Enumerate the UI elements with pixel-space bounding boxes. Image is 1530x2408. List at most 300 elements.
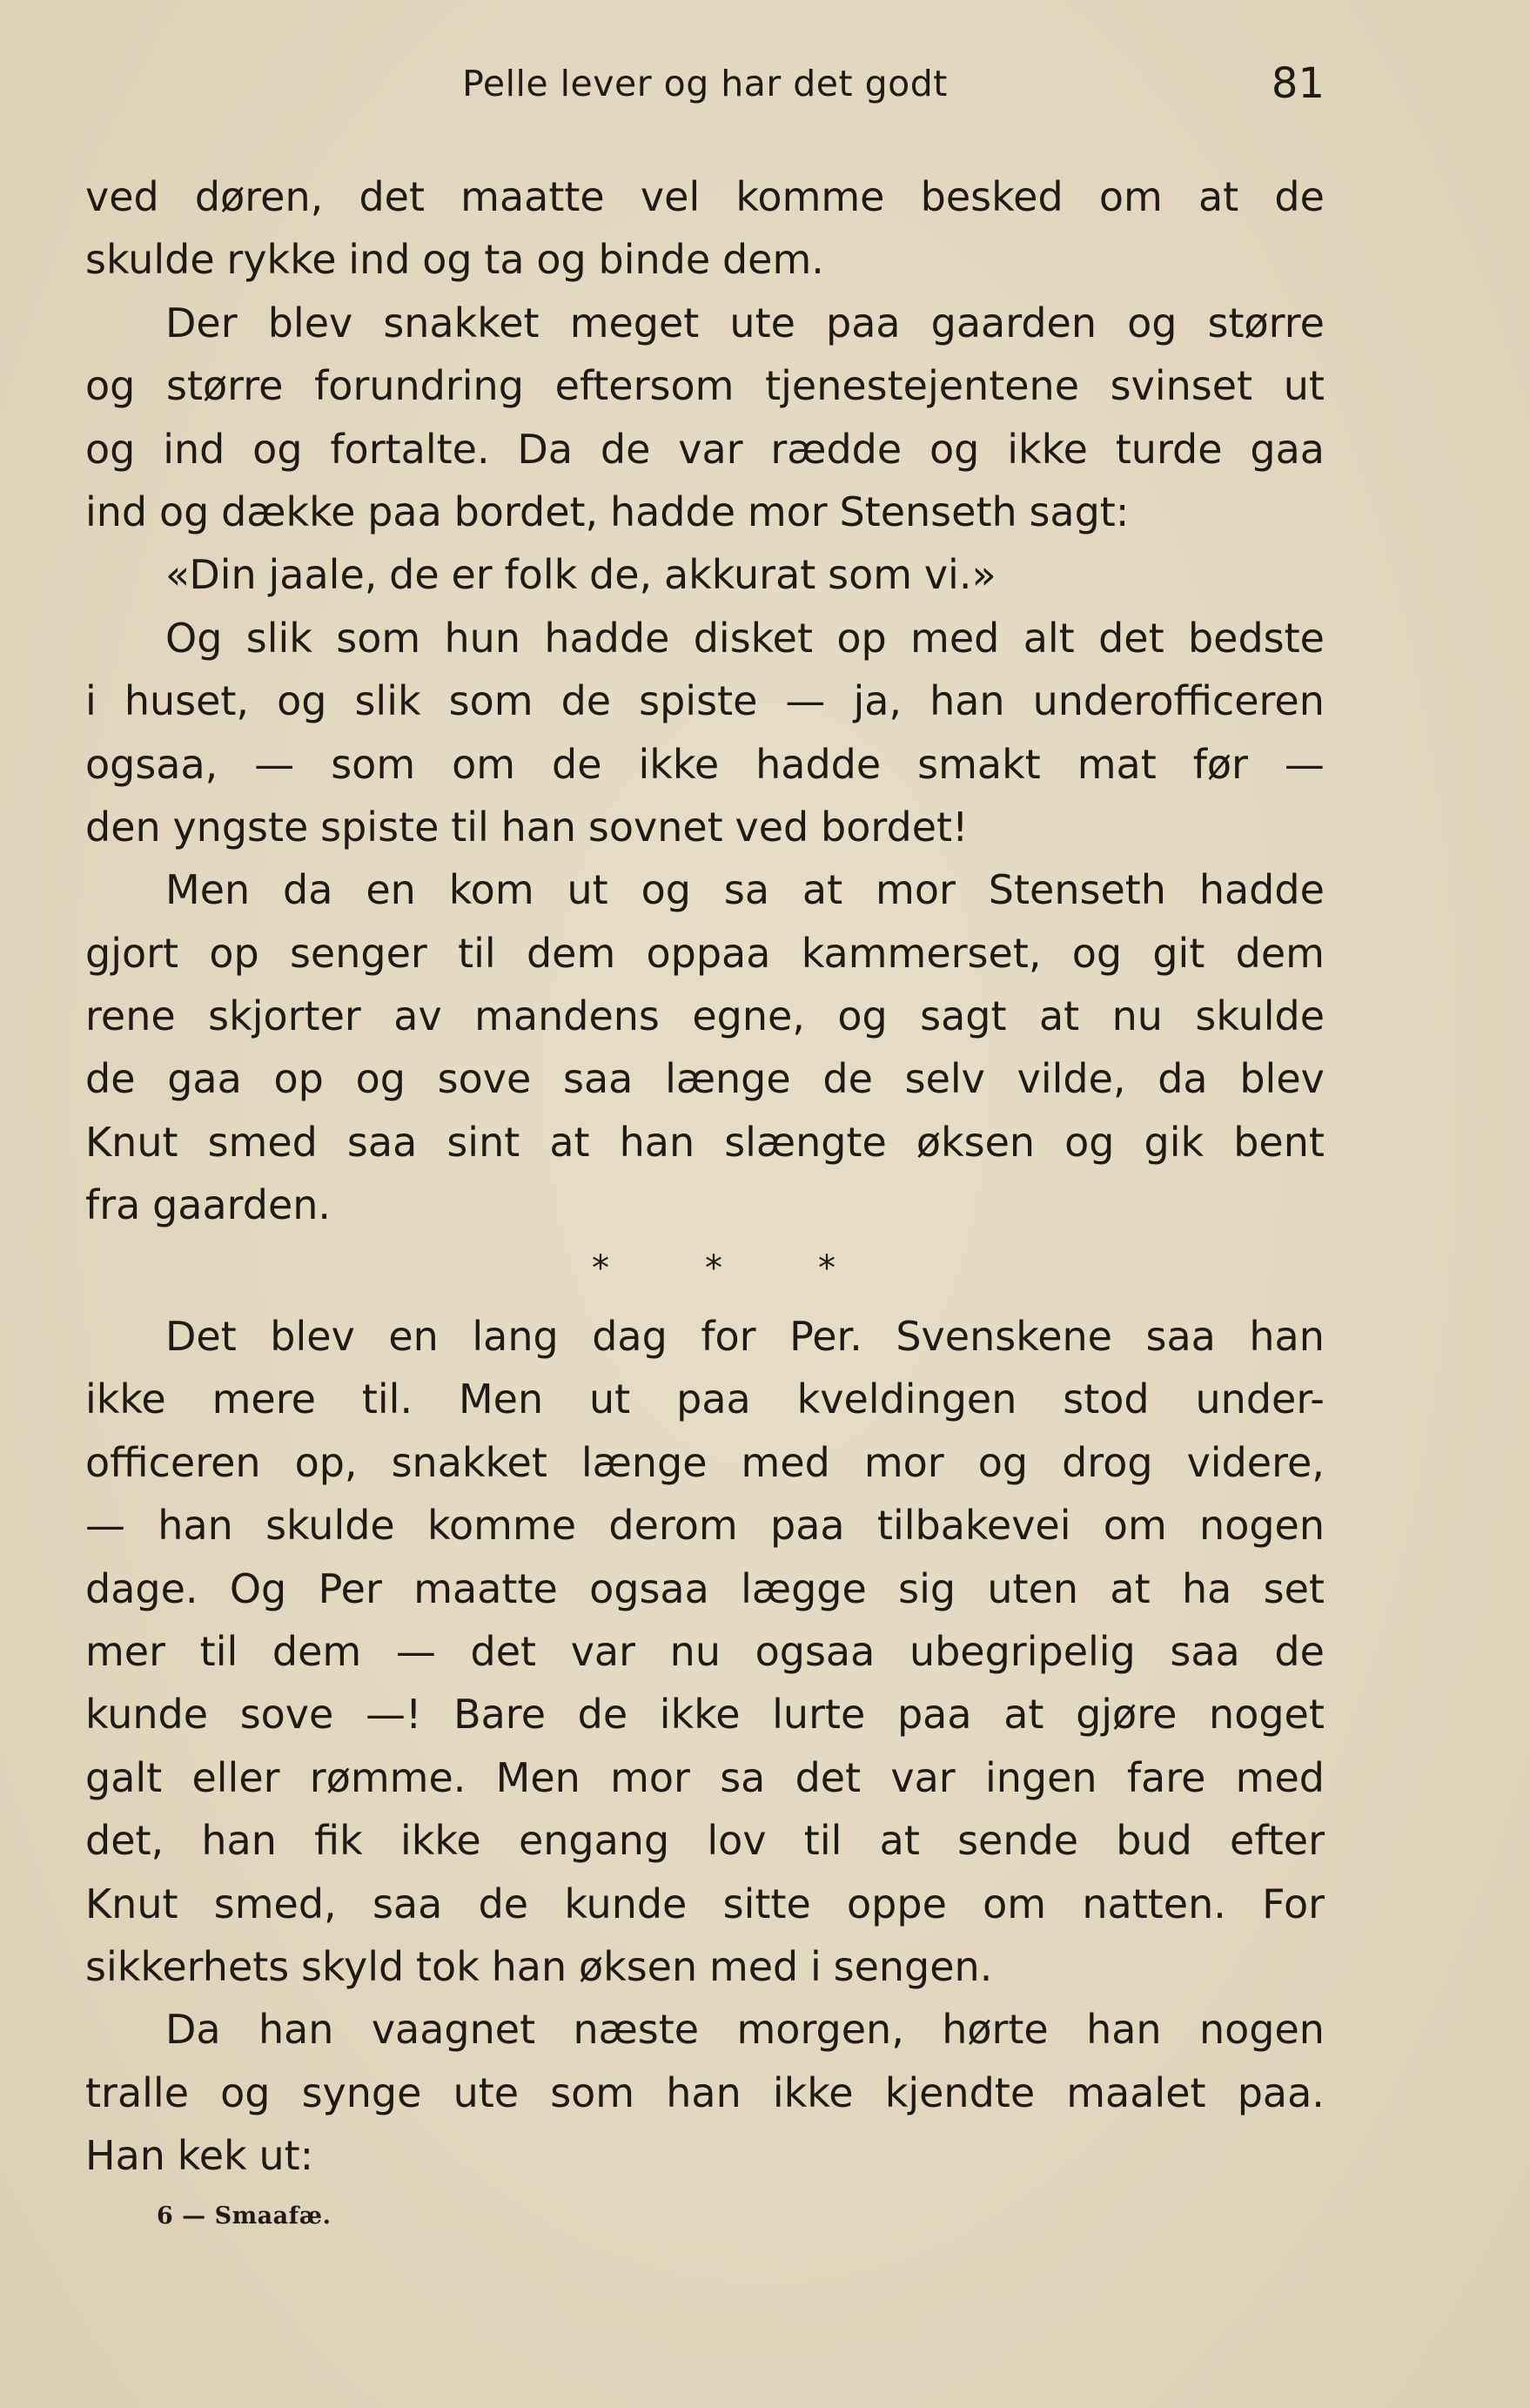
text-line: [85, 1746, 1325, 1809]
word: de: [1274, 173, 1325, 220]
word: Men: [165, 866, 251, 914]
word: slængte: [724, 1118, 887, 1166]
word: med: [741, 1438, 830, 1486]
word: ute: [729, 299, 795, 346]
word: han: [1249, 1313, 1325, 1361]
word: en: [366, 866, 416, 914]
text-line: [85, 1620, 1325, 1683]
word: sa: [723, 866, 770, 914]
word: og: [252, 425, 303, 473]
text-line: [85, 1305, 1325, 1368]
word: Der: [165, 299, 238, 346]
word: jaale,: [268, 551, 378, 599]
word: til: [803, 1817, 842, 1865]
word: Per.: [789, 1313, 862, 1361]
word: og: [355, 1055, 406, 1103]
word: dække: [221, 488, 356, 535]
word: officeren: [85, 1438, 261, 1486]
text-line: [85, 543, 1325, 606]
word: tjenestejentene: [765, 362, 1079, 410]
word: Knut: [85, 1118, 178, 1166]
word: med: [910, 614, 1000, 662]
word: gaarden.: [152, 1181, 332, 1229]
word: da: [283, 866, 333, 914]
word: han: [201, 1817, 277, 1865]
word: sovnet: [587, 803, 723, 851]
word: sagt: [920, 992, 1007, 1040]
word: gaa: [167, 1055, 242, 1103]
word: ta: [484, 236, 525, 284]
word: saa: [372, 1880, 443, 1927]
word: dage.: [85, 1564, 198, 1612]
word: han: [500, 803, 577, 851]
word: sint: [446, 1118, 520, 1166]
word: noget: [1209, 1691, 1325, 1739]
word: maatte: [413, 1564, 558, 1612]
word: øksen: [578, 1942, 698, 1990]
word: paa: [676, 1376, 751, 1423]
word: fik: [314, 1817, 363, 1865]
word: som: [828, 551, 913, 599]
word: hadde: [609, 488, 736, 535]
word: dem: [526, 929, 616, 977]
word: de: [478, 1880, 529, 1927]
word: med: [1235, 1753, 1325, 1801]
word: ha: [1181, 1564, 1232, 1612]
text-line: [85, 669, 1325, 732]
word: ikke: [400, 1817, 481, 1865]
word: og: [220, 2068, 271, 2116]
word: sikkerhets: [85, 1942, 290, 1990]
word: de: [389, 551, 440, 599]
text-line: [85, 985, 1325, 1047]
word: at: [549, 1118, 590, 1166]
word: om: [983, 1880, 1047, 1927]
word: kjendte: [884, 2068, 1036, 2116]
word: bedste: [1187, 614, 1325, 662]
word: selv: [904, 1055, 985, 1103]
word: derom: [608, 1502, 738, 1550]
word: blev: [1239, 1055, 1325, 1103]
word: gaarden: [930, 299, 1097, 346]
text-line: [85, 733, 1325, 796]
word: For: [1262, 1880, 1325, 1927]
word: var: [678, 425, 743, 473]
word: —: [1284, 740, 1325, 788]
word: med: [708, 1942, 799, 1990]
word: mor: [863, 1438, 944, 1486]
word: det: [470, 1627, 537, 1675]
word: set: [1263, 1564, 1325, 1612]
word: tralle: [85, 2068, 189, 2116]
word: —: [785, 677, 826, 725]
word: op: [836, 614, 887, 662]
word: i: [810, 1942, 822, 1990]
word: at: [1110, 1564, 1151, 1612]
word: lang: [472, 1313, 559, 1361]
section-break: [85, 1237, 1325, 1300]
word: rykke: [226, 236, 337, 284]
word: nu: [1111, 992, 1163, 1040]
word: dem: [272, 1627, 362, 1675]
word: kek: [177, 2132, 247, 2180]
word: efter: [1230, 1817, 1325, 1865]
word: sitte: [722, 1880, 811, 1927]
word: kveldingen: [796, 1376, 1017, 1423]
text-line: [85, 1683, 1325, 1745]
page-header: [85, 59, 1325, 124]
word: at: [1003, 1691, 1044, 1739]
word: kunde: [564, 1880, 688, 1927]
text-line: [85, 354, 1325, 417]
word: og: [85, 425, 136, 473]
word: egne,: [692, 992, 805, 1040]
text-line: [85, 858, 1325, 921]
word: fra: [85, 1181, 141, 1229]
word: under-: [1195, 1376, 1325, 1423]
word: Bare: [453, 1691, 547, 1739]
word: at: [1198, 173, 1239, 220]
word: sengen.: [833, 1942, 993, 1990]
word: og: [641, 866, 691, 914]
word: tilbakevei: [876, 1502, 1071, 1550]
text-line: [85, 1047, 1325, 1110]
word: dem: [1235, 929, 1325, 977]
word: hadde: [755, 740, 882, 788]
word: smed: [207, 1118, 318, 1166]
word: mat: [1077, 740, 1157, 788]
word: ikke: [1007, 425, 1088, 473]
word: han: [491, 1942, 567, 1990]
word: at: [879, 1817, 920, 1865]
word: snakket: [383, 299, 540, 346]
word: var: [890, 1753, 956, 1801]
word: Stenseth: [988, 866, 1166, 914]
word: kammerset,: [801, 929, 1042, 977]
word: alt: [1023, 614, 1075, 662]
word: akkurat: [663, 551, 816, 599]
text-line: [85, 2124, 1325, 2187]
word: større: [1207, 299, 1325, 346]
word: skjorter: [208, 992, 361, 1040]
word: disket: [693, 614, 814, 662]
word: —: [395, 1627, 436, 1675]
word: spiste: [639, 677, 758, 725]
word: ikke: [659, 1691, 741, 1739]
word: hun: [444, 614, 520, 662]
word: større: [166, 362, 284, 410]
word: meget: [569, 299, 700, 346]
word: binde: [598, 236, 711, 284]
word: paa: [826, 299, 901, 346]
text-line: [85, 1111, 1325, 1174]
word: sende: [957, 1817, 1079, 1865]
word: —: [85, 1502, 125, 1550]
word: ved: [85, 173, 159, 220]
word: engang: [518, 1817, 670, 1865]
text-line: [85, 607, 1325, 669]
word: de: [822, 1055, 873, 1103]
word: maatte: [460, 173, 605, 220]
word: forundring: [314, 362, 524, 410]
word: Stenseth: [839, 488, 1017, 535]
word: sove: [239, 1691, 334, 1739]
word: i: [85, 677, 97, 725]
word: saa: [563, 1055, 634, 1103]
word: saa: [1170, 1627, 1240, 1675]
word: ikke: [85, 1376, 166, 1423]
word: sig: [898, 1564, 956, 1612]
word: og: [929, 425, 980, 473]
word: fortalte.: [330, 425, 490, 473]
text-line: [85, 1809, 1325, 1872]
word: git: [1152, 929, 1205, 977]
word: er: [451, 551, 493, 599]
word: huset,: [124, 677, 250, 725]
word: og: [422, 236, 473, 284]
word: ind: [348, 236, 411, 284]
word: nogen: [1199, 1502, 1325, 1550]
text-line: [85, 922, 1325, 985]
word: ogsaa: [589, 1564, 709, 1612]
word: Da: [517, 425, 574, 473]
text-line: [85, 418, 1325, 481]
word: om: [1098, 173, 1163, 220]
word: turde: [1115, 425, 1223, 473]
word: ute: [453, 2068, 520, 2116]
word: som: [331, 740, 416, 788]
word: sagt:: [1029, 488, 1130, 535]
word: videre,: [1186, 1438, 1325, 1486]
word: den: [85, 803, 161, 851]
word: ut: [589, 1376, 631, 1423]
word: paa: [770, 1502, 845, 1550]
word: skyld: [301, 1942, 405, 1990]
word: ind: [163, 425, 225, 473]
word: ingen: [984, 1753, 1097, 1801]
word: de: [552, 740, 602, 788]
word: det: [1098, 614, 1164, 662]
word: som: [336, 614, 421, 662]
word: Det: [165, 1313, 237, 1361]
word: mor: [747, 488, 828, 535]
word: underofficeren: [1032, 677, 1325, 725]
word: *: [592, 1248, 609, 1288]
word: lov: [707, 1817, 767, 1865]
word: vel: [640, 173, 701, 220]
text-line: [85, 1494, 1325, 1557]
text-line: [85, 481, 1325, 543]
word: tok: [416, 1942, 480, 1990]
word: længe: [580, 1438, 708, 1486]
word: slik: [354, 677, 421, 725]
word: vaagnet: [371, 2006, 536, 2054]
word: han: [666, 2068, 742, 2116]
word: smed,: [213, 1880, 337, 1927]
word: smakt: [917, 740, 1041, 788]
word: de: [85, 1055, 136, 1103]
word: sa: [720, 1753, 766, 1801]
word: slik: [245, 614, 312, 662]
word: døren,: [194, 173, 324, 220]
word: Knut: [85, 1880, 178, 1927]
word: ikke: [638, 740, 720, 788]
text-line: [85, 1368, 1325, 1430]
word: og: [977, 1438, 1029, 1486]
word: at: [1038, 992, 1080, 1040]
word: ut: [567, 866, 608, 914]
word: *: [705, 1248, 722, 1288]
word: eller: [191, 1753, 280, 1801]
word: nogen: [1198, 2006, 1325, 2054]
word: til.: [361, 1376, 413, 1423]
word: maalet: [1066, 2068, 1206, 2116]
word: av: [393, 992, 442, 1040]
word: nu: [669, 1627, 721, 1675]
text-line: [85, 2062, 1325, 2124]
word: ut: [1283, 362, 1325, 410]
word: blev: [267, 299, 353, 346]
word: var: [570, 1627, 636, 1675]
word: næste: [573, 2006, 700, 2054]
word: mere: [211, 1376, 316, 1423]
word: om: [1103, 1502, 1167, 1550]
word: saa: [1145, 1313, 1216, 1361]
word: rømme.: [309, 1753, 466, 1801]
word: komme: [427, 1502, 577, 1550]
word: skulde: [265, 1502, 395, 1550]
word: ut:: [258, 2132, 314, 2180]
word: dem.: [721, 236, 824, 284]
word: skulde: [85, 236, 215, 284]
word: rene: [85, 992, 176, 1040]
printer-signature: 6 — Smaafæ.: [157, 2203, 332, 2230]
word: spiste: [320, 803, 440, 851]
word: en: [388, 1313, 439, 1361]
word: mor: [876, 866, 956, 914]
word: besked: [920, 173, 1064, 220]
word: gjort: [85, 929, 179, 977]
word: han: [619, 1118, 695, 1166]
word: uten: [987, 1564, 1079, 1612]
word: ubegripelig: [909, 1627, 1136, 1675]
word: ja,: [853, 677, 903, 725]
word: Men: [458, 1376, 544, 1423]
word: til: [199, 1627, 238, 1675]
text-line: [85, 292, 1325, 354]
word: længe: [665, 1055, 791, 1103]
running-title: Pelle lever og har det godt: [462, 63, 948, 104]
body-text: [85, 165, 1325, 2188]
word: kunde: [85, 1691, 209, 1739]
word: øksen: [916, 1118, 1036, 1166]
word: gaa: [1250, 425, 1325, 473]
word: op: [273, 1055, 324, 1103]
word: stod: [1063, 1376, 1150, 1423]
word: bud: [1116, 1817, 1192, 1865]
word: og: [85, 362, 136, 410]
word: senger: [289, 929, 427, 977]
word: oppaa: [646, 929, 771, 977]
word: og: [837, 992, 888, 1040]
word: sove: [437, 1055, 532, 1103]
word: Svenskene: [896, 1313, 1112, 1361]
word: gik: [1144, 1118, 1205, 1166]
text-line: [85, 165, 1325, 228]
word: han: [1086, 2006, 1162, 2054]
word: lurte: [772, 1691, 866, 1739]
word: mor: [610, 1753, 690, 1801]
text-line: [85, 1935, 1325, 1998]
word: Da: [165, 2006, 221, 2054]
word: hadde: [1198, 866, 1325, 914]
word: snakket: [391, 1438, 547, 1486]
word: —!: [365, 1691, 422, 1739]
word: mandens: [474, 992, 660, 1040]
word: komme: [735, 173, 885, 220]
word: til: [451, 803, 489, 851]
word: svinset: [1110, 362, 1253, 410]
word: og: [536, 236, 587, 284]
word: Per: [318, 1564, 382, 1612]
word: bordet!: [821, 803, 969, 851]
word: hørte: [942, 2006, 1049, 2054]
text-line: [85, 228, 1325, 291]
word: han: [258, 2006, 334, 2054]
word: til: [458, 929, 496, 977]
word: yngste: [172, 803, 309, 851]
word: rædde: [770, 425, 903, 473]
word: de: [560, 677, 612, 725]
text-line: [85, 796, 1325, 858]
word: op,: [294, 1438, 358, 1486]
word: blev: [270, 1313, 355, 1361]
word: som: [550, 2068, 635, 2116]
word: han: [929, 677, 1005, 725]
word: og: [158, 488, 210, 535]
word: da: [1158, 1055, 1208, 1103]
word: at: [802, 866, 843, 914]
word: morgen,: [736, 2006, 904, 2054]
word: de: [1274, 1627, 1325, 1675]
word: oppe: [847, 1880, 947, 1927]
word: gjøre: [1076, 1691, 1178, 1739]
word: paa: [896, 1691, 972, 1739]
word: op: [209, 929, 259, 977]
word: eftersom: [554, 362, 735, 410]
word: natten.: [1082, 1880, 1226, 1927]
word: han: [158, 1502, 233, 1550]
page-number: 81: [1271, 59, 1325, 108]
text-line: [85, 1431, 1325, 1494]
text-line: [85, 1174, 1325, 1236]
word: før: [1192, 740, 1248, 788]
word: kom: [448, 866, 534, 914]
word: og: [1064, 1118, 1115, 1166]
text-line: [85, 1557, 1325, 1620]
word: *: [818, 1248, 835, 1288]
word: skulde: [1195, 992, 1325, 1040]
word: de: [600, 425, 651, 473]
word: ogsaa,: [85, 740, 218, 788]
word: det,: [85, 1817, 164, 1865]
word: ogsaa: [755, 1627, 876, 1675]
word: paa: [367, 488, 442, 535]
word: Og: [229, 1564, 287, 1612]
word: ved: [735, 803, 809, 851]
word: mer: [85, 1627, 166, 1675]
word: Men: [495, 1753, 580, 1801]
